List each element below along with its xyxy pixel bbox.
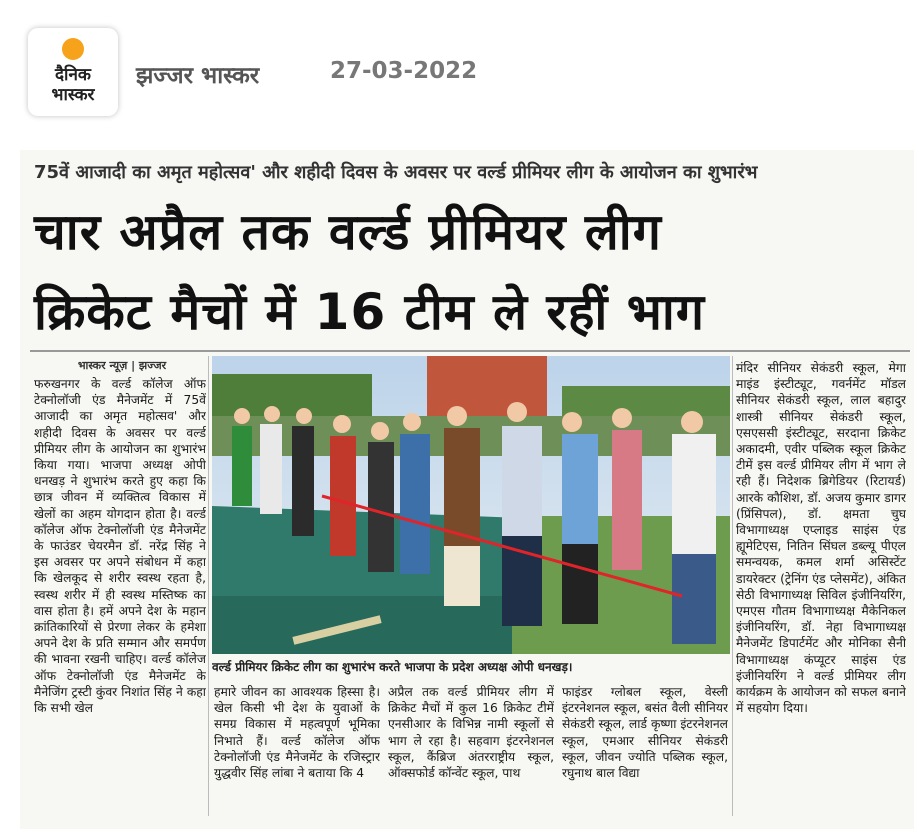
- logo-line2: भास्कर: [51, 85, 95, 105]
- dainik-bhaskar-logo[interactable]: [28, 28, 118, 116]
- article-column-2: हमारे जीवन का आवश्यक हिस्सा है। खेल किसी भी देश के युवाओं के समग्र विकास में महत्वपूर्ण भूमिका निभाते हैं। वर्ल्ड कॉलेज ऑफ टेक्नोलॉजी एंड मैनेजमेंट के रजिस्ट्रार युद्धवीर सिंह लांबा ने बताया कि 4: [214, 685, 380, 781]
- logo-line1: दैनिक: [55, 65, 91, 85]
- edition-name: झज्जर भास्कर: [136, 63, 260, 89]
- headline-rule: [30, 350, 910, 352]
- headline-line2: क्रिकेट मैचों में 16 टीम ले रहीं भाग: [34, 283, 706, 341]
- byline: भास्कर न्यूज़ | झज्जर: [77, 359, 167, 372]
- article-column-5: मंदिर सीनियर सेकंडरी स्कूल, मेगा माइंड इंस्टीट्यूट, गवर्नमेंट मॉडल सीनियर सेकंडरी स्कूल, लाल बहादुर शास्त्री सीनियर सेकंडरी स्कूल, एसएससी इंस्टीट्यूट, सरदाना क्रिकेट अकादमी, एवीर पब्लिक स्कूल क्रिकेट टीमें इस वर्ल्ड प्रीमियर लीग में भाग ले रही हैं। निदेशक ब्रिगेडियर (रिटायर्ड) आरके कौशिश, डॉ. अजय कुमार डागर (प्रिंसिपल), डॉ. क्षमता चुघ विभागाध्यक्ष एप्लाइड साइंस एंड ह्यूमेटिएस, नितिन सिंघल डब्ल्यू पीएल समन्वयक, कमल शर्मा असिस्टेंट डायरेक्टर (ट्रेनिंग एंड प्लेसमेंट), अंकित सेठी विभागाध्यक्ष सिविल इंजीनियरिंग, एमएस गौतम विभागाध्यक्ष मैकेनिकल इंजीनियरिंग, डॉ. नेहा विभागाध्यक्ष मैनेजमेंट डिपार्टमेंट और मोनिका सैनी विभागाध्यक्ष कंप्यूटर साइंस एंड इंजीनियरिंग ने वर्ल्ड प्रीमियर लीग कार्यक्रम के आयोजन को सफल बनाने में सहयोग दिया।: [736, 361, 906, 716]
- article-kicker: 75वें आजादी का अमृत महोत्सव' और शहीदी दिवस के अवसर पर वर्ल्ड प्रीमियर लीग के आयोजन का शुभारंभ: [34, 162, 758, 183]
- column-divider: [208, 356, 209, 816]
- headline-line1: चार अप्रैल तक वर्ल्ड प्रीमियर लीग: [34, 203, 662, 261]
- article-column-1: फरुखनगर के वर्ल्ड कॉलेज ऑफ टेक्नोलॉजी एंड मैनेजमेंट में 75वें आजादी का अमृत महोत्सव' और शहीदी दिवस के अवसर पर वर्ल्ड प्रीमियर लीग के आयोजन का शुभारंभ किया गया। भाजपा अध्यक्ष ओपी धनखड़ ने शुभारंभ करते हुए कहा कि छात्र जीवन में व्यक्तित्व विकास में खेलों का अहम योगदान होता है। वर्ल्ड कॉलेज ऑफ टेक्नोलॉजी एंड मैनेजमेंट के फाउंडर चेयरमैन डॉ. नरेंद्र सिंह ने इस अवसर पर अपने संबोधन में कहा कि खेलकूद से शरीर स्वस्थ रहता है, स्वस्थ शरीर में ही स्वस्थ मस्तिष्क का वास होता है। हमें अपने देश के महान क्रांतिकारियों से प्रेरणा लेकर के हमेशा अपने देश के प्रति सम्मान और समर्पण की भावना रखनी चाहिए। वर्ल्ड कॉलेज ऑफ टेक्नोलॉजी एंड मैनेजमेंट के मैनेजिंग ट्रस्टी कुंवर निशांत सिंह ने कहा कि सभी खेल: [34, 377, 206, 716]
- edition-date: 27-03-2022: [330, 58, 478, 84]
- event-photo: [212, 356, 730, 654]
- sun-icon: [62, 38, 84, 60]
- page-header: [0, 0, 914, 140]
- column-divider: [732, 356, 733, 816]
- article-column-4: फाइंडर ग्लोबल स्कूल, वेस्ली इंटरनेशनल स्कूल, बसंत वैली सीनियर सेकंडरी स्कूल, लार्ड कृष्णा इंटरनेशनल स्कूल, एमआर सीनियर सेकंडरी स्कूल, जीवन ज्योति पब्लिक स्कूल, रघुनाथ बाल विद्या: [562, 685, 728, 781]
- article-column-3: अप्रैल तक वर्ल्ड प्रीमियर लीग में क्रिकेट मैचों में कुल 16 क्रिकेट टीमें एनसीआर के विभिन्न नामी स्कूलों से भाग ले रहा है। सहवाग इंटरनेशनल स्कूल, कैंब्रिज अंतरराष्ट्रीय स्कूल, ऑक्सफोर्ड कॉन्वेंट स्कूल, पाथ: [388, 685, 554, 781]
- cricket-inauguration-photo: [212, 356, 730, 654]
- photo-caption: वर्ल्ड प्रीमियर क्रिकेट लीग का शुभारंभ करते भाजपा के प्रदेश अध्यक्ष ओपी धनखड़।: [212, 660, 573, 674]
